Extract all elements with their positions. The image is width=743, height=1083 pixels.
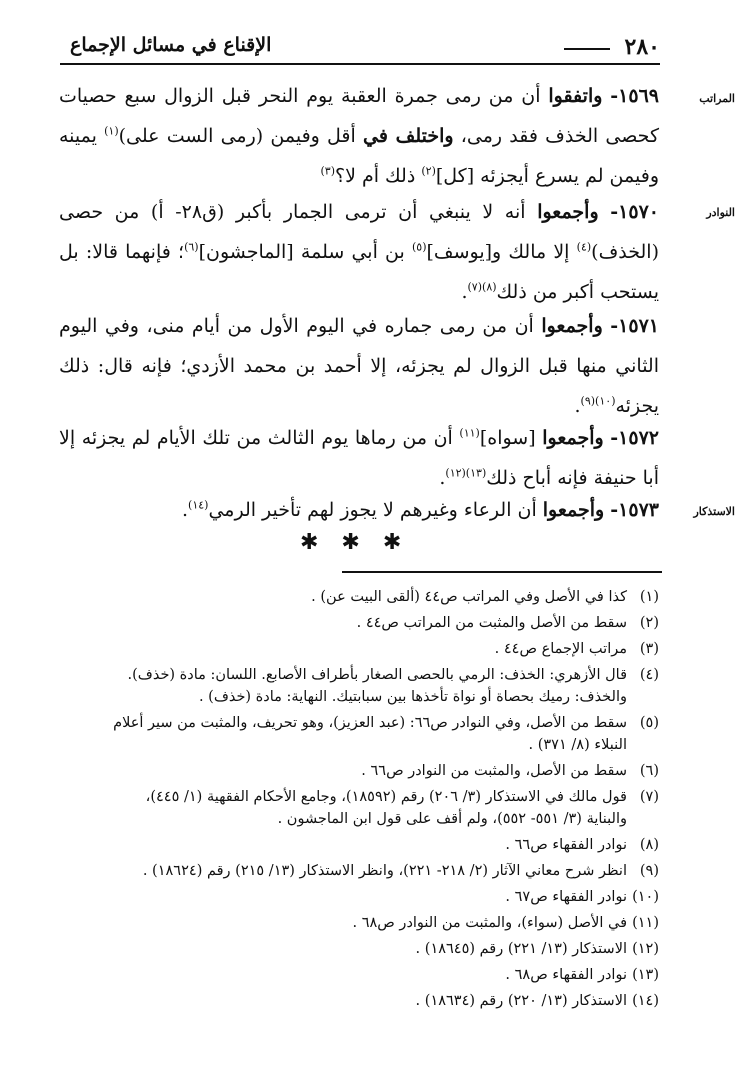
header-dash [564, 48, 610, 50]
text: أن من رمى جماره في اليوم الأول من أيام منى، وفي اليوم الثاني منها قبل الزوال لم يجزئه، إلا أحمد بن محمد الأزدي؛ فإنه قال: ذلك يجزئه [59, 315, 659, 417]
text: يمينه وفيمن لم يسرع أيجزئه [كل] [59, 125, 659, 187]
footnote-number: (٩) [639, 863, 659, 879]
issue-1572 [59, 418, 659, 498]
footnote-ref: (٨)(٧) [467, 280, 497, 294]
margin-label-istidhkar: الاستذكار [693, 505, 735, 518]
footnote-number: (١) [639, 589, 659, 605]
footnote-text: سقط من الأصل، وفي النوادر ص٦٦: (عبد العزيز)، وهو تحريف، والمثبت من سير أعلام [113, 715, 627, 731]
keyword: واختلف في [362, 125, 454, 147]
footnote-5 [49, 712, 659, 756]
footnote-10 [49, 886, 659, 908]
text: . [181, 499, 189, 521]
footnote-text: نوادر الفقهاء ص٦٨ . [505, 967, 627, 983]
page-header [60, 34, 660, 62]
text: أن من رمى جمرة العقبة يوم النحر قبل الزوال سبع حصيات كحصى الخذف فقد رمى، [59, 85, 659, 147]
footnote-text: سقط من الأصل، والمثبت من النوادر ص٦٦ . [361, 763, 627, 779]
issue-number: ١٥٧١- [610, 315, 659, 337]
issue-1569 [59, 76, 659, 196]
footnote-text-continued: النبلاء (٨/ ٣٧١) . [528, 737, 627, 753]
page-number: ٢٨٠ [624, 34, 660, 60]
footnote-text: الاستذكار (١٣/ ٢٢٠) رقم (١٨٦٣٤) . [415, 993, 627, 1009]
footnote-text: قول مالك في الاستذكار (٣/ ٢٠٦) رقم (١٨٥٩٢)، وجامع الأحكام الفقهية (١/ ٤٤٥)، [145, 789, 627, 805]
footnote-ref: (٥) [412, 240, 427, 254]
footnote-rule [342, 571, 662, 573]
footnote-3 [49, 638, 659, 660]
footnote-number: (٨) [639, 837, 659, 853]
section-separator-stars: ✱ ✱ ✱ [300, 530, 410, 555]
keyword: واتفقوا [548, 85, 603, 107]
footnote-4 [49, 664, 659, 708]
keyword: وأجمعوا [541, 315, 603, 337]
footnote-9 [49, 860, 659, 882]
keyword: وأجمعوا [542, 427, 604, 449]
issue-1570 [59, 192, 659, 312]
footnote-11 [49, 912, 659, 934]
footnote-text: الاستذكار (١٣/ ٢٢١) رقم (١٨٦٤٥) . [415, 941, 627, 957]
footnote-number: (١٣) [632, 967, 659, 983]
footnote-text-continued: والبناية (٣/ ٥٥١- ٥٥٢)، ولم أقف على قول ابن الماجشون . [277, 811, 627, 827]
text: أنه لا ينبغي أن ترمى الجمار بأكبر (ق٢٨- أ) من حصى (الخذف) [59, 201, 659, 263]
footnote-number: (٥) [639, 715, 659, 731]
footnote-number: (١٠) [632, 889, 659, 905]
footnote-1 [49, 586, 659, 608]
margin-label-nawadir: النوادر [706, 206, 735, 219]
keyword: وأجمعوا [537, 201, 599, 223]
footnote-text-continued: والخذف: رميك بحصاة أو نواة تأخذها بين سبابتيك. النهاية: مادة (خذف) . [198, 689, 627, 705]
text: بن أبي سلمة [الماجشون] [198, 241, 412, 263]
footnote-number: (٢) [639, 615, 659, 631]
footnote-number: (٤) [639, 667, 659, 683]
footnote-text: انظر شرح معاني الآثار (٢/ ٢١٨- ٢٢١)، وانظر الاستذكار (١٣/ ٢١٥) رقم (١٨٦٢٤) . [142, 863, 627, 879]
keyword: وأجمعوا [542, 499, 605, 521]
text: أن من رماها يوم الثالث من تلك الأيام لم يجزئه إلا أبا حنيفة فإنه أباح ذلك [59, 427, 659, 489]
footnote-12 [49, 938, 659, 960]
footnote-2 [49, 612, 659, 634]
footnote-ref: (١١) [459, 426, 480, 440]
footnote-ref: (١٣)(١٢) [445, 466, 487, 480]
footnote-8 [49, 834, 659, 856]
footnote-ref: (١٠)(٩) [580, 394, 616, 408]
footnote-ref: (٦) [184, 240, 199, 254]
footnote-ref: (١٤) [188, 498, 209, 512]
footnotes [49, 586, 659, 1016]
text: ؛ فإنهما قالا: بل يستحب أكبر من ذلك [59, 241, 659, 303]
footnote-14 [49, 990, 659, 1012]
footnote-number: (١٢) [632, 941, 659, 957]
footnote-number: (١٤) [632, 993, 659, 1009]
issue-1573 [59, 490, 659, 530]
issue-number: ١٥٦٩- [610, 85, 659, 107]
footnote-ref: (٢) [421, 164, 436, 178]
issue-number: ١٥٧٣- [610, 499, 659, 521]
footnote-text: سقط من الأصل والمثبت من المراتب ص٤٤ . [356, 615, 627, 631]
footnote-number: (٣) [639, 641, 659, 657]
book-title: الإقناع في مسائل الإجماع [70, 34, 272, 56]
text: . [574, 395, 581, 417]
text: أن الرعاء وغيرهم لا يجوز لهم تأخير الرمي [208, 499, 543, 521]
issue-1571 [59, 306, 659, 426]
footnote-text: في الأصل (سواء)، والمثبت من النوادر ص٦٨ . [352, 915, 627, 931]
header-rule [60, 63, 660, 65]
text: ذلك أم لا؟ [334, 165, 422, 187]
footnote-text: نوادر الفقهاء ص٦٦ . [505, 837, 627, 853]
footnote-number: (١١) [632, 915, 659, 931]
text: [سواه] [479, 427, 543, 449]
text: . [461, 281, 468, 303]
issue-number: ١٥٧٠- [610, 201, 659, 223]
text: إلا مالك و[يوسف] [426, 241, 577, 263]
text: أقل وفيمن (رمى الست على) [118, 125, 363, 147]
footnote-text: مراتب الإجماع ص٤٤ . [494, 641, 627, 657]
footnote-ref: (١) [104, 124, 119, 138]
issue-number: ١٥٧٢- [610, 427, 659, 449]
footnote-text: نوادر الفقهاء ص٦٧ . [505, 889, 627, 905]
footnote-ref: (٤) [576, 240, 592, 254]
footnote-ref: (٣) [320, 164, 335, 178]
footnote-number: (٧) [639, 789, 659, 805]
footnote-6 [49, 760, 659, 782]
text: . [439, 467, 446, 489]
footnote-number: (٦) [639, 763, 659, 779]
footnote-text: قال الأزهري: الخذف: الرمي بالحصى الصغار بأطراف الأصابع. اللسان: مادة (خذف). [127, 667, 627, 683]
footnote-13 [49, 964, 659, 986]
footnote-text: كذا في الأصل وفي المراتب ص٤٤ (ألقى البيت عن) . [311, 589, 627, 605]
footnote-7 [49, 786, 659, 830]
margin-label-maratib: المراتب [699, 92, 735, 105]
